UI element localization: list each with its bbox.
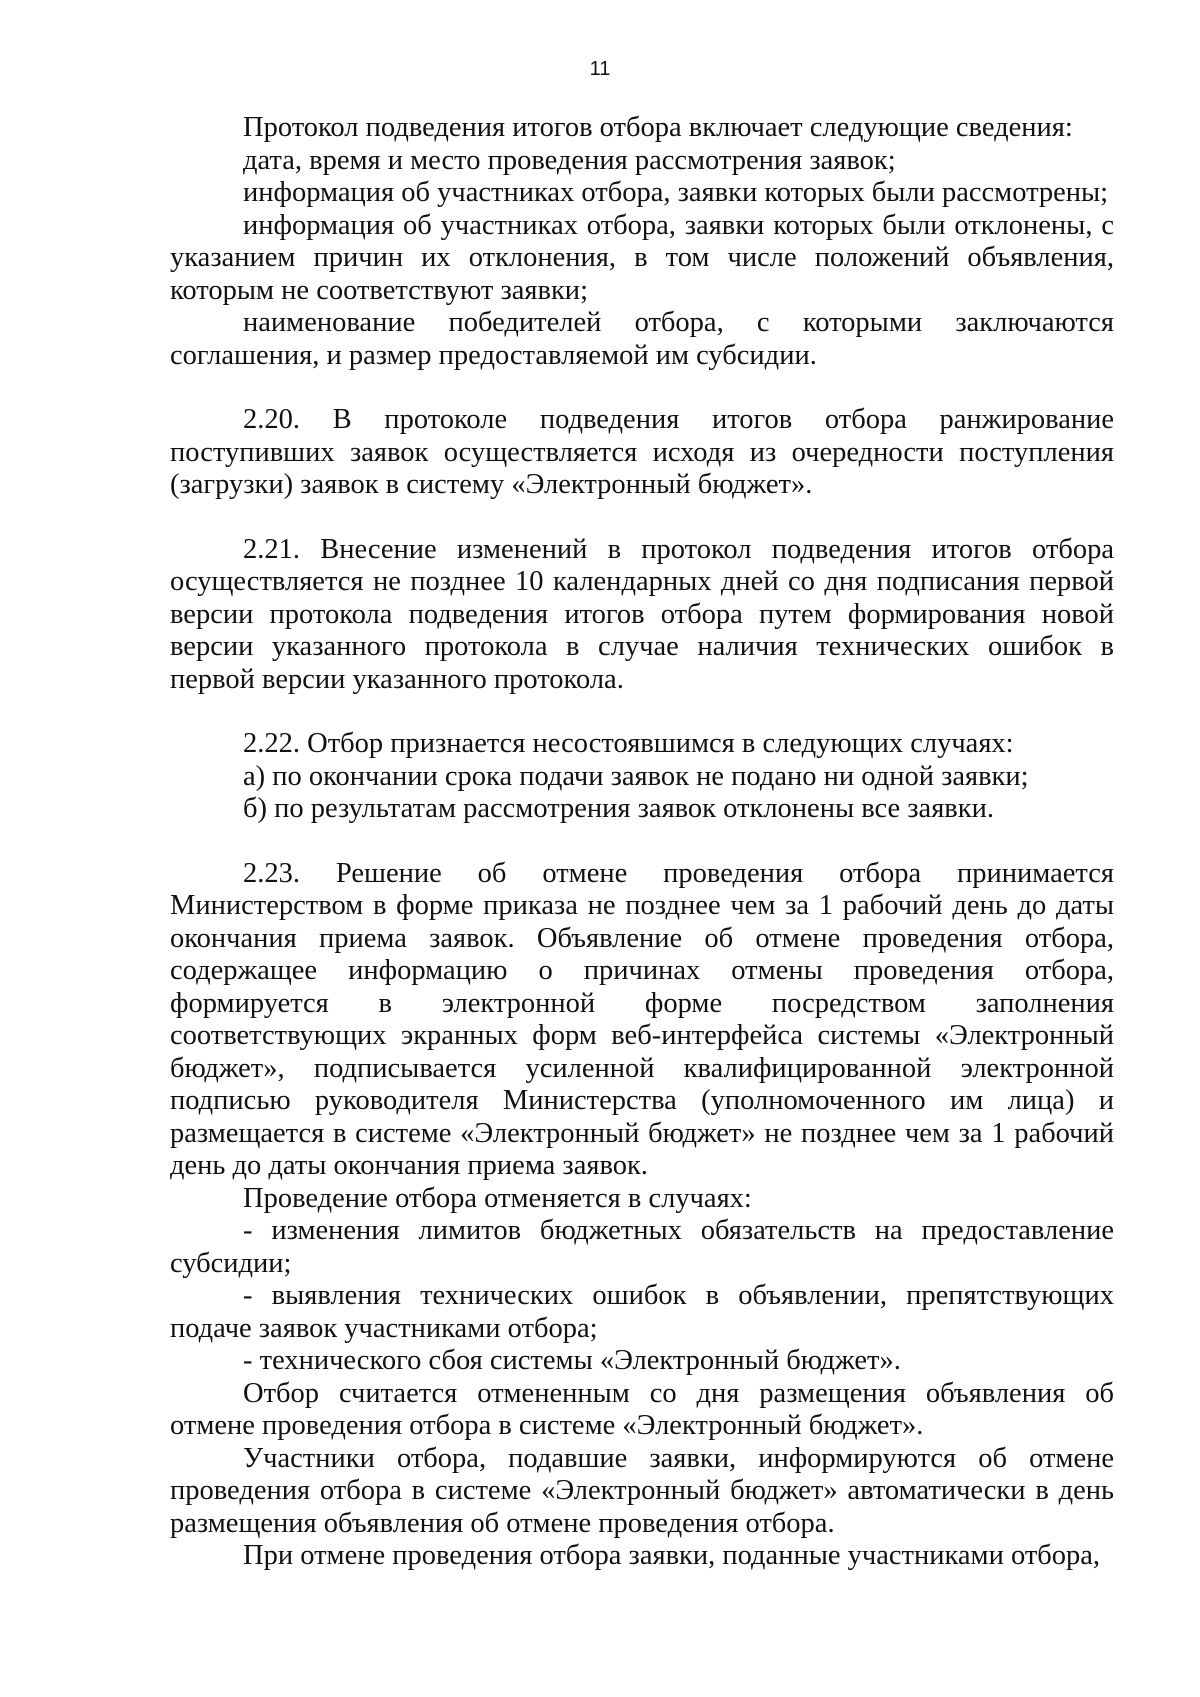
paragraph: Протокол подведения итогов отбора включает следующие сведения: bbox=[243, 112, 1073, 143]
paragraph: информация об участниках отбора, заявки которых были рассмотрены; bbox=[243, 177, 1109, 208]
paragraph: б) по результатам рассмотрения заявок отклонены все заявки. bbox=[243, 793, 994, 824]
paragraph: наименование победителей отбора, с которыми заключаются соглашения, и размер предоставляемой им субсидии. bbox=[170, 307, 1114, 371]
paragraph: Проведение отбора отменяется в случаях: bbox=[243, 1182, 752, 1214]
paragraph-2-23: 2.23. Решение об отмене проведения отбора принимается Министерством в форме приказа не позднее чем за 1 рабочий день до даты окончания приема заявок. Объявление об отмене проведения отбора, содержащее информацию о причинах отмены проведения отбора, формируется в электронной форме посредством заполнения соответствующих экранных форм веб-интерфейса системы «Электронный бюджет», подписывается усиленной квалифицированной электронной подписью руководителя Министерства (уполномоченного им лица) и размещается в системе «Электронный бюджет» не позднее чем за 1 рабочий день до даты окончания приема заявок. bbox=[170, 857, 1114, 1181]
paragraph-2-21: 2.21. Внесение изменений в протокол подведения итогов отбора осуществляется не позднее 10 календарных дней со дня подписания первой версии протокола подведения итогов отбора путем формирования новой версии указанного протокола в случае наличия технических ошибок в первой версии указанного протокола. bbox=[170, 533, 1114, 695]
paragraph-2-22: 2.22. Отбор признается несостоявшимся в следующих случаях: bbox=[243, 728, 1014, 759]
page-number: 11 bbox=[589, 58, 611, 80]
paragraph: а) по окончании срока подачи заявок не подано ни одной заявки; bbox=[243, 760, 1029, 792]
paragraph: Отбор считается отмененным со дня размещения объявления об отмене проведения отбора в системе «Электронный бюджет». bbox=[170, 1377, 1114, 1441]
paragraph: дата, время и место проведения рассмотрения заявок; bbox=[243, 144, 896, 176]
paragraph: При отмене проведения отбора заявки, поданные участниками отбора, bbox=[243, 1540, 1101, 1571]
paragraph: информация об участниках отбора, заявки которых были отклонены, с указанием причин их отклонения, в том числе положений объявления, которым не соответствуют заявки; bbox=[170, 209, 1114, 306]
paragraph: Участники отбора, подавшие заявки, информируются об отмене проведения отбора в системе «Электронный бюджет» автоматически в день размещения объявления об отмене проведения отбора. bbox=[170, 1442, 1114, 1539]
paragraph: - изменения лимитов бюджетных обязательств на предоставление субсидии; bbox=[170, 1215, 1114, 1279]
paragraph: - технического сбоя системы «Электронный бюджет». bbox=[243, 1345, 901, 1376]
paragraph-2-20: 2.20. В протоколе подведения итогов отбора ранжирование поступивших заявок осуществляется исходя из очередности поступления (загрузки) заявок в систему «Электронный бюджет». bbox=[170, 404, 1114, 500]
paragraph: - выявления технических ошибок в объявлении, препятствующих подаче заявок участниками отбора; bbox=[170, 1280, 1114, 1344]
document-body bbox=[170, 112, 1114, 1573]
